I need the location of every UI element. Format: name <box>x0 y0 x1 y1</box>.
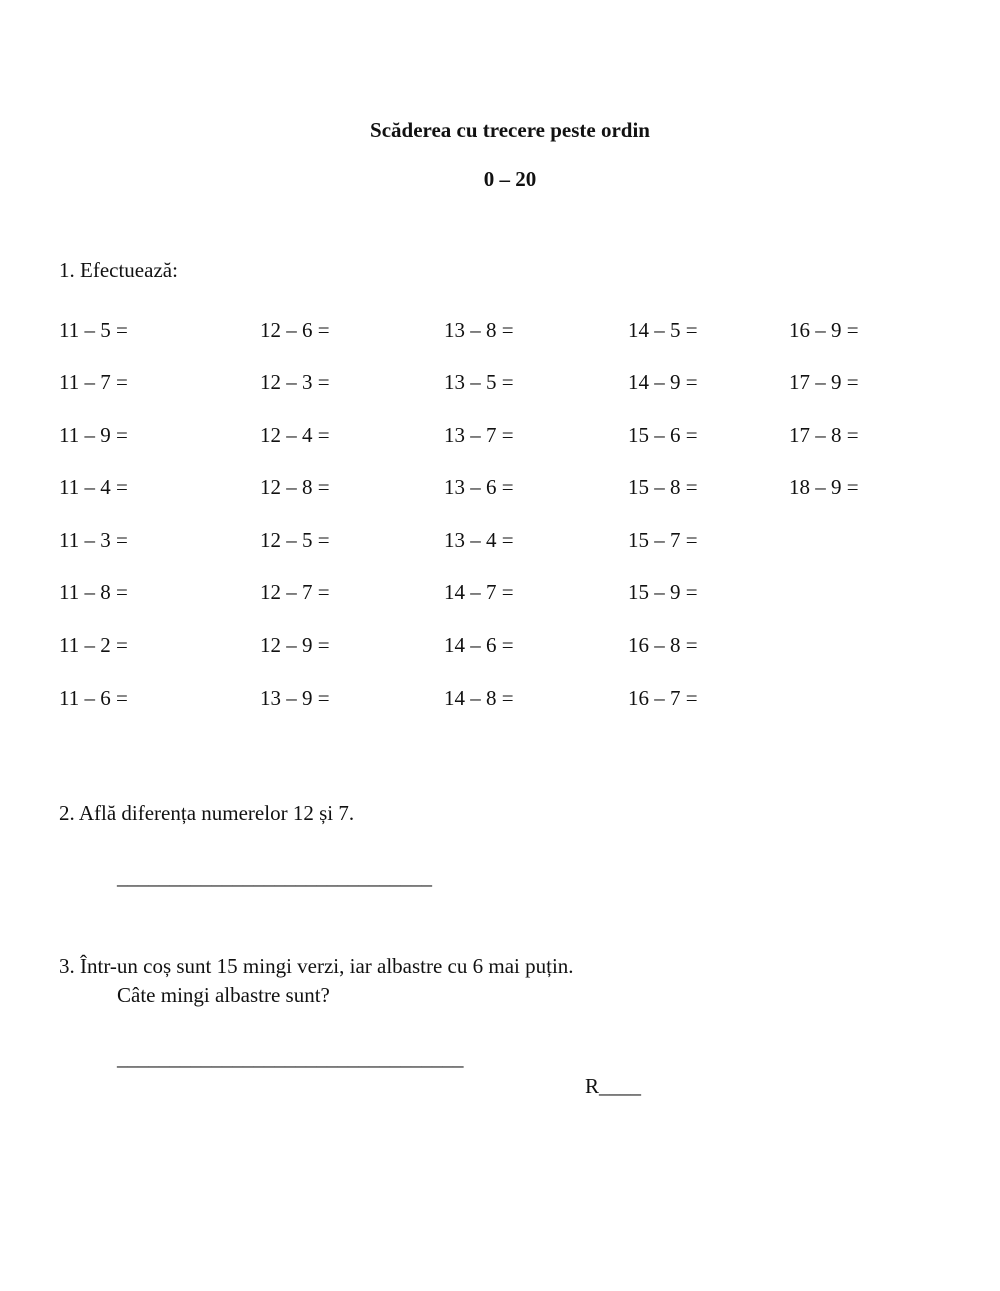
worksheet-title: Scăderea cu trecere peste ordin <box>370 118 650 142</box>
exercise: 12 – 7 = <box>260 580 330 604</box>
exercise: 11 – 5 = <box>59 318 128 342</box>
task-3-answer-line[interactable]: _________________________________ <box>117 1046 464 1070</box>
task-2-label: 2. Află diferența numerelor 12 și 7. <box>59 801 355 825</box>
exercise: 17 – 8 = <box>789 423 859 447</box>
exercise: 16 – 9 = <box>789 318 859 342</box>
exercise: 14 – 8 = <box>444 686 514 710</box>
exercise: 13 – 5 = <box>444 370 514 394</box>
exercise: 15 – 7 = <box>628 528 698 552</box>
exercise: 15 – 8 = <box>628 475 698 499</box>
exercise: 18 – 9 = <box>789 475 859 499</box>
exercise: 13 – 8 = <box>444 318 514 342</box>
exercise: 12 – 3 = <box>260 370 330 394</box>
exercise: 11 – 2 = <box>59 633 128 657</box>
exercise: 14 – 9 = <box>628 370 698 394</box>
exercise: 11 – 8 = <box>59 580 128 604</box>
exercise: 12 – 9 = <box>260 633 330 657</box>
exercise: 11 – 4 = <box>59 475 128 499</box>
exercise: 13 – 9 = <box>260 686 330 710</box>
exercise: 16 – 8 = <box>628 633 698 657</box>
exercise: 14 – 7 = <box>444 580 514 604</box>
task-1-label: 1. Efectuează: <box>59 258 178 282</box>
exercise: 15 – 9 = <box>628 580 698 604</box>
worksheet-subtitle: 0 – 20 <box>483 167 537 191</box>
task-3-question: Câte mingi albastre sunt? <box>117 983 330 1007</box>
exercise: 12 – 8 = <box>260 475 330 499</box>
exercise: 15 – 6 = <box>628 423 698 447</box>
exercise: 17 – 9 = <box>789 370 859 394</box>
task-2-answer-line[interactable]: ______________________________ <box>117 865 432 889</box>
task-3-statement: 3. Într-un coș sunt 15 mingi verzi, iar albastre cu 6 mai puțin. <box>59 954 574 978</box>
exercise: 11 – 3 = <box>59 528 128 552</box>
exercise: 14 – 6 = <box>444 633 514 657</box>
exercise: 14 – 5 = <box>628 318 698 342</box>
exercise: 11 – 9 = <box>59 423 128 447</box>
exercise: 13 – 7 = <box>444 423 514 447</box>
exercise: 16 – 7 = <box>628 686 698 710</box>
exercise: 11 – 6 = <box>59 686 128 710</box>
exercise: 12 – 5 = <box>260 528 330 552</box>
exercise: 12 – 4 = <box>260 423 330 447</box>
exercise: 13 – 6 = <box>444 475 514 499</box>
exercise: 11 – 7 = <box>59 370 128 394</box>
exercise: 12 – 6 = <box>260 318 330 342</box>
task-3-answer-prefix[interactable]: R____ <box>585 1074 642 1098</box>
exercise: 13 – 4 = <box>444 528 514 552</box>
